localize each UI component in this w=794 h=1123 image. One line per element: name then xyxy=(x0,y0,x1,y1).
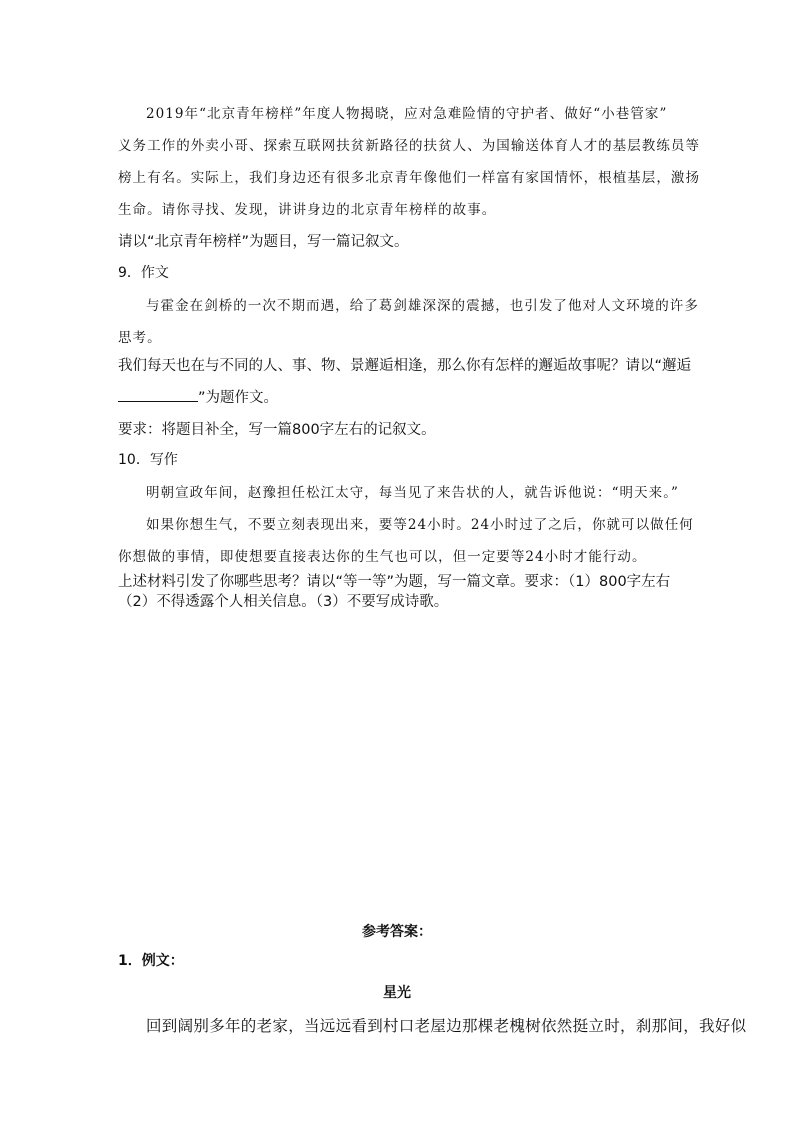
q10-material-line-1: 明朝宣政年间，赵豫担任松江太守，每当见了来告状的人，就告诉他说：“明天来。” xyxy=(146,485,679,501)
q8-material-line-1: 2019年“北京青年榜样”年度人物揭晓，应对急难险情的守护者、做好“小巷管家” xyxy=(146,106,668,122)
q10-prompt-line-1: 上述材料引发了你哪些思考？请以“等一等”为题，写一篇文章。要求：（1）800字左右 xyxy=(118,574,671,590)
title-blank xyxy=(118,387,198,402)
q9-prompt-line-2 xyxy=(118,386,278,407)
q10-heading: 10．写作 xyxy=(118,452,178,468)
q8-prompt: 请以“北京青年榜样”为题目，写一篇记叙文。 xyxy=(118,234,409,250)
q9-requirement: 要求：将题目补全，写一篇800字左右的记叙文。 xyxy=(118,422,436,438)
essay-first-line: 回到阔别多年的老家，当远远看到村口老屋边那棵老槐树依然挺立时，刹那间，我好似 xyxy=(146,1017,747,1035)
q9-heading: 9．作文 xyxy=(118,265,169,281)
q10-material-line-2: 如果你想生气，不要立刻表现出来，要等24小时。24小时过了之后，你就可以做任何 xyxy=(146,517,694,533)
q9-material-line-1: 与霍金在剑桥的一次不期而遇，给了葛剑雄深深的震撼，也引发了他对人文环境的许多 xyxy=(146,298,699,314)
q9-prompt-suffix: ”为题作文。 xyxy=(198,390,279,406)
q10-material-line-3: 你想做的事情，即使想要直接表达你的生气也可以，但一定要等24小时才能行动。 xyxy=(118,549,647,565)
q9-material-line-2: 思考。 xyxy=(118,330,162,346)
q9-prompt-line-1: 我们每天也在与不同的人、事、物、景邂逅相逢，那么你有怎样的邂逅故事呢？请以“邂逅 xyxy=(118,358,692,374)
q10-prompt-line-2: （2）不得透露个人相关信息。（3）不要写成诗歌。 xyxy=(118,594,449,610)
q8-material-line-2: 义务工作的外卖小哥、探索互联网扶贫新路径的扶贫人、为国输送体育人才的基层教练员等 xyxy=(118,138,700,154)
answers-title: 参考答案： xyxy=(362,924,432,940)
essay-title: 星光 xyxy=(383,985,411,1001)
answer-1-label: 1．例文： xyxy=(118,953,184,969)
q8-material-line-4: 生命。请你寻找、发现，讲讲身边的北京青年榜样的故事。 xyxy=(118,202,497,218)
q8-material-line-3: 榜上有名。实际上，我们身边还有很多北京青年像他们一样富有家国情怀，根植基层，激扬 xyxy=(118,170,700,186)
